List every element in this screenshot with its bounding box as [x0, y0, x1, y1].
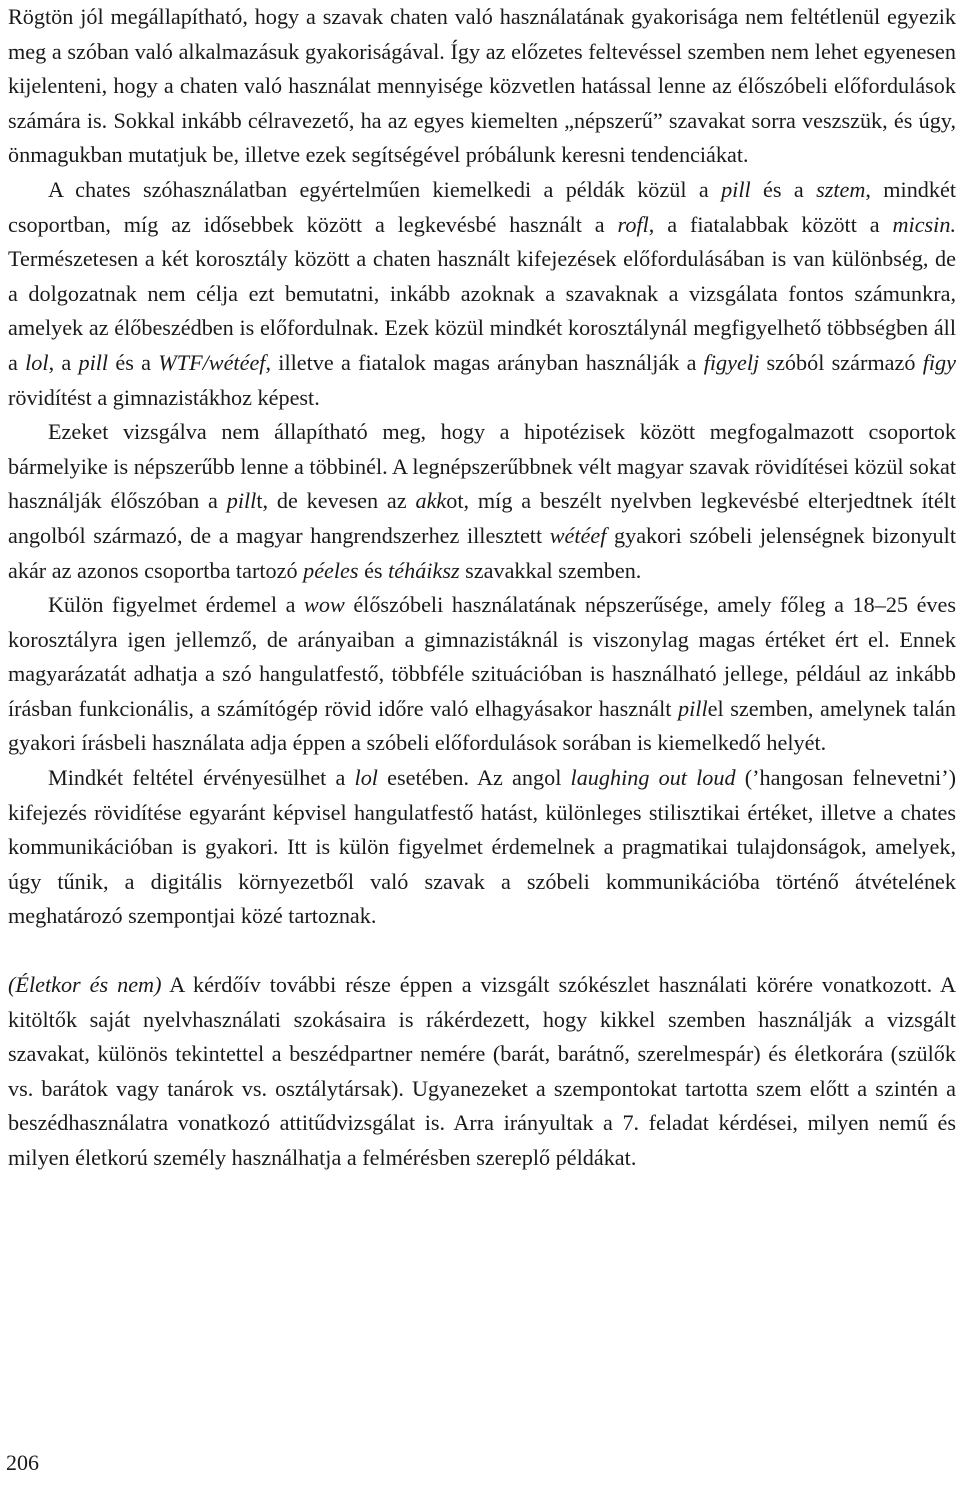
italic-text: pill [678, 695, 708, 721]
document-body [8, 0, 956, 1176]
text-run: szóból származó [759, 349, 923, 375]
text-run: , mindkét csoportban, míg az idősebbek között a legkevésbé használt a [8, 176, 956, 237]
text-run: és [358, 557, 389, 583]
text-run: t, de kevesen az [256, 488, 416, 514]
italic-text: pill [226, 488, 257, 514]
text-run: , illetve a fiatalok magas arányban használják a [265, 349, 704, 375]
text-run: és a [750, 176, 817, 202]
text-run: Mindkét feltétel érvényesülhet a [48, 765, 355, 791]
italic-text: wétéef [549, 522, 607, 548]
paragraph [8, 415, 956, 588]
italic-text: rofl [617, 211, 649, 237]
italic-text: (Életkor és nem) [8, 972, 162, 998]
text-run: élőszóbeli használatának népszerűsége, amely főleg a 18–25 éves korosztályra igen jellemző, de arányaiban a gimnazistáknál is viszonylag magas értéket ért el. Ennek magyarázatát adhatja a szó hangulatfestő, többféle szituációban is használható jellege, például az inkább írásban funkcionális, a számítógép rövid időre való elhagyásakor használt [8, 592, 956, 721]
paragraph [8, 0, 956, 173]
text-run: , a fiatalabbak között a [648, 211, 893, 237]
text-run: Külön figyelmet érdemel a [48, 592, 305, 618]
italic-text: pill [78, 349, 109, 375]
text-run: és a [108, 349, 159, 375]
italic-text: laughing out loud [570, 765, 736, 791]
paragraph [8, 968, 956, 1176]
italic-text: figy [922, 349, 956, 375]
text-run: A chates szóhasználatban egyértelműen kiemelkedi a példák közül a [48, 176, 722, 202]
text-run: (’hangosan felnevetni’) kifejezés rövidítése egyaránt képvisel hangulatfestő hatást, különleges stilisztikai értéket, illetve a chates kommunikációban is gyakori. Itt is külön figyelmet érdemelnek a pragmatikai tulajdonságok, amelyek, úgy tűnik, a digitális környezetből való szavak a szóbeli kommunikációba történő átvételének meghatározó szempontjai közé tartoznak. [8, 765, 956, 929]
text-run: szavakkal szemben. [459, 557, 642, 583]
italic-text: lol [354, 765, 378, 791]
page-number: 206 [6, 1450, 39, 1475]
italic-text: akk [415, 488, 447, 514]
text-run: ot, míg a beszélt nyelvben legkevésbé elterjedtnek ítélt angolból származó, de a magyar hangrendszerhez illesztett [8, 488, 957, 548]
paragraph [8, 588, 956, 761]
italic-text: péeles [303, 557, 359, 583]
italic-text: lol [25, 349, 49, 375]
text-run: , a [48, 349, 79, 375]
paragraph [8, 761, 956, 934]
text-run: esetében. Az angol [377, 765, 571, 791]
italic-text: wow [304, 592, 345, 618]
italic-text: pill [721, 176, 751, 202]
text-run: Ezeket vizsgálva nem állapítható meg, hogy a hipotézisek között megfogalmazott csoportok bármelyike is népszerűbb lenne a többinél. A legnépszerűbbnek vélt magyar szavak rövidítései közül sokat használják élőszóban a [8, 419, 956, 514]
text-run: A kérdőív további része éppen a vizsgált szókészlet használati körére vonatkozott. A kitöltők saját nyelvhasználati szokásaira is rákérdezett, hogy kikkel szemben használják a vizsgált szavakat, különös tekintettel a beszédpartner nemére (barát, barátnő, szerelmespár) és életkorára (szülők vs. barátok vagy tanárok vs. osztálytársak). Ugyanezeket a szempontokat tartotta szem előtt a szintén a beszédhasználatra vonatkozó attitűdvizsgálat is. Arra irányultak a 7. feladat kérdései, milyen nemű és milyen életkorú személy használhatja a felmérésben szereplő példákat. [8, 972, 956, 1170]
italic-text: téháiksz [388, 557, 460, 583]
text-run: gyakori szóbeli jelenségnek bizonyult akár az azonos csoportba tartozó [8, 522, 956, 583]
italic-text: sztem [816, 176, 866, 202]
text-run: rövidítést a gimnazistákhoz képest. [8, 384, 320, 410]
text-run: Rögtön jól megállapítható, hogy a szavak chaten való használatának gyakorisága nem feltétlenül egyezik meg a szóban való alkalmazásuk gyakoriságával. Így az előzetes feltevéssel szemben nem lehet egyenesen kijelenteni, hogy a chaten való használat mennyisége közvetlen hatással lenne az élőszóbeli előfordulások számára is. Sokkal inkább célravezető, ha az egyes kiemelten „népszerű” szavakat sorra veszszük, és úgy, önmagukban mutatjuk be, illetve ezek segítségével próbálunk keresni tendenciákat. [8, 4, 956, 168]
text-run: Természetesen a két korosztály között a chaten használt kifejezések előfordulásában is van különbség, de a dolgozatnak nem célja ezt bemutatni, inkább azoknak a szavaknak a vizsgálata fontos számunkra, amelyek az élőbeszédben is előfordulnak. Ezek közül mindkét korosztálynál megfigyelhető többségben áll a [8, 246, 956, 375]
italic-text: micsin. [892, 211, 956, 237]
italic-text: figyelj [703, 349, 760, 375]
paragraph [8, 173, 956, 415]
italic-text: WTF/wétéef [158, 349, 266, 375]
text-run: el szemben, amelynek talán gyakori írásbeli használata adja éppen a szóbeli előfordulások sorában is kiemelkedő helyét. [8, 695, 956, 756]
